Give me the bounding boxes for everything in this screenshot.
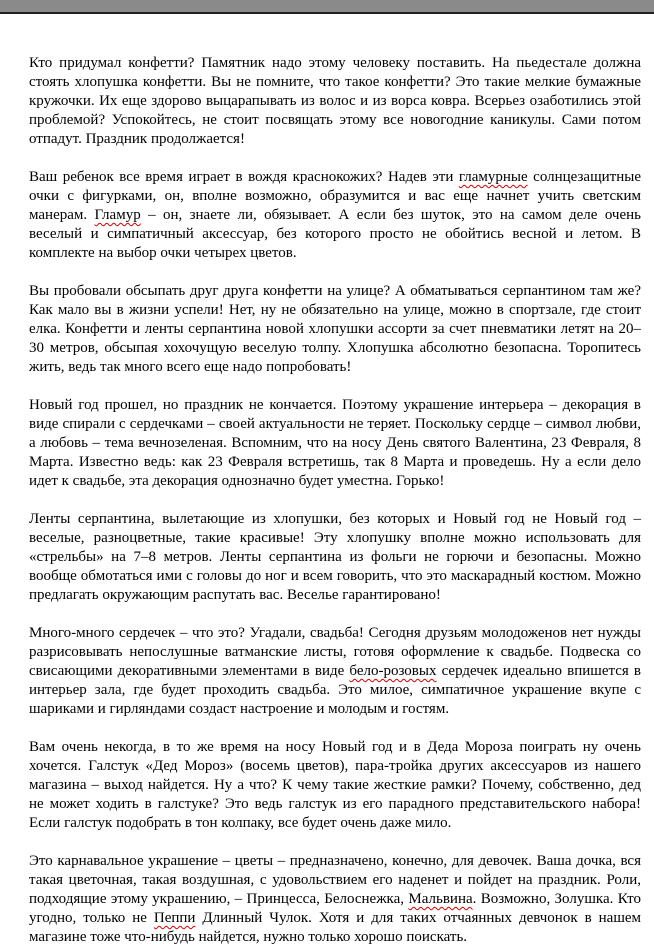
paragraph — [29, 54, 641, 149]
misspelled-word: Мальвина — [408, 891, 473, 907]
text-run: – он, знаете ли, обязывает. А если без шуток, это на самом деле очень веселый и симпатичный аксессуар, без которого просто не обойтись весной и летом. В комплекте на выбор очки четырех цветов. — [29, 207, 641, 261]
text-run: Вам очень некогда, в то же время на носу Новый год и в Деда Мороза поиграть ну очень хочется. Галстук «Дед Мороз» (восемь цветов), пара-тройка других аксессуаров из нашего магазина – выход найдется. Ну а что? К чему такие жесткие рамки? Почему, собственно, дед не может ходить в галстуке? Это ведь галстук из его парадного представительского набора! Если галстук подобрать в тон колпаку, все будет очень даже мило. — [29, 739, 641, 831]
text-run: солнцезащитные очки с фигурками, он, вполне возможно, образумится и вас еще начнет учить светским манерам. — [29, 169, 641, 223]
text-run: Это карнавальное украшение – цветы – предназначено, конечно, для девочек. Ваша дочка, вся такая цветочная, такая воздушная, с удовольствием его наденет и пойдет на праздник. Роли, подходящие этому украшению, – Принцесса, Белоснежка, — [29, 853, 641, 907]
text-run: Длинный Чулок. Хотя и для таких отчаянных девчонок в нашем магазине тоже что-нибудь найдется, нужно только хорошо поискать. — [29, 910, 642, 945]
misspelled-word: Гламур — [94, 207, 141, 223]
text-run: Ваш ребенок все время играет в вождя краснокожих? Надев эти — [29, 169, 459, 185]
window-titlebar — [0, 0, 654, 14]
text-run: Ленты серпантина, вылетающие из хлопушки, без которых и Новый год не Новый год – веселые, разноцветные, такие красивые! Эту хлопушку вполне можно использовать для «стрельбы» на 7–8 метров. Ленты серпантина из фольги не горючи и безопасны. Можно вообще обмотаться ими с головы до ног и всем говорить, что это маскарадный костюм. Можно предлагать окружающим распутать вас. Веселье гарантировано! — [29, 511, 641, 603]
text-run: Вы пробовали обсыпать друг друга конфетти на улице? А обматываться серпантином там же? Как мало вы в жизни успели! Нет, ну не обязательно на улице, можно в спортзале, где стоит елка. Конфетти и ленты серпантина новой хлопушки ассорти за счет пневматики летят на 20–30 метров, обсыпая хохочущую веселую толпу. Хлопушка абсолютно безопасна. Торопитесь жить, ведь так много всего еще надо попробовать! — [29, 283, 641, 375]
paragraph — [29, 282, 641, 377]
text-run: сердечек идеально впишется в интерьер зала, где будет проходить свадьба. Это милое, симпатичное украшение вкупе с шариками и гирляндами создаст настроение и молодым и гостям. — [29, 663, 641, 717]
misspelled-word: Пеппи — [153, 910, 196, 926]
misspelled-word: гламурные — [458, 169, 528, 185]
text-run: Кто придумал конфетти? Памятник надо этому человеку поставить. На пьедестале должна стоять хлопушка конфетти. Вы не помните, что такое конфетти? Это такие мелкие бумажные кружочки. Их еще здорово выцарапывать из волос и из ворса ковра. Всерьез озаботились этой проблемой? Успокойтесь, не стоит посвящать этому все новогодние каникулы. Сами потом отпадут. Праздник продолжается! — [29, 55, 641, 147]
paragraph — [29, 396, 641, 491]
text-run: Много-много сердечек – что это? Угадали, свадьба! Сегодня друзьям молодоженов нет нужды разрисовывать непослушные ватманские листы, готовя оформление к свадьбе. Подвеска со свисающими декоративными элементами в виде — [29, 625, 641, 679]
paragraph — [29, 168, 641, 263]
document-body — [29, 54, 641, 947]
misspelled-word: бело-розовых — [349, 663, 437, 679]
document-page[interactable] — [0, 14, 654, 947]
paragraph — [29, 738, 641, 833]
paragraph — [29, 852, 641, 947]
paragraph — [29, 624, 641, 719]
paragraph — [29, 510, 641, 605]
text-run: Новый год прошел, но праздник не кончается. Поэтому украшение интерьера – декорация в виде спирали с сердечками – своей актуальности не теряет. Поскольку сердце – символ любви, а любовь – тема вечнозеленая. Вспомним, что на носу День святого Валентина, 23 Февраля, 8 Марта. Известно ведь: как 23 Февраля встретишь, так 8 Марта и проведешь. Ну а если дело идет к свадьбе, эта декорация однозначно будет уместна. Горько! — [29, 397, 641, 489]
text-run: . Возможно, Золушка. Кто угодно, только не — [29, 891, 641, 926]
